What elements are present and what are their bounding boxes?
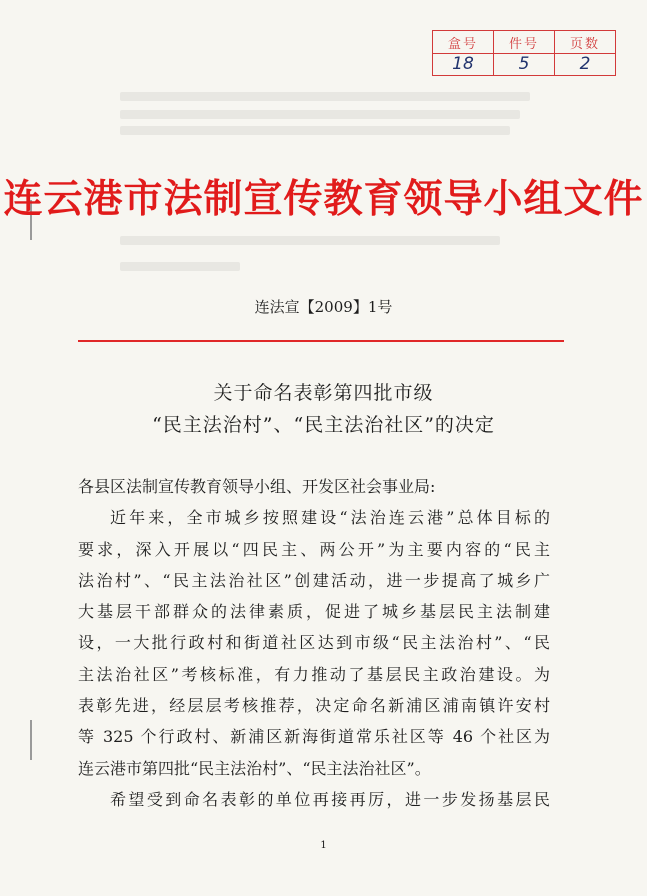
stamp-header-row xyxy=(433,31,615,54)
archive-stamp xyxy=(432,30,616,76)
page-number: 1 xyxy=(320,840,327,851)
bleed-through-line xyxy=(120,126,510,135)
bleed-through-line xyxy=(120,110,520,119)
addressee: 各县区法制宣传教育领导小组、开发区社会事业局: xyxy=(78,477,436,496)
bleed-through-line xyxy=(120,92,530,101)
body-line: 要求，深入开展以“四民主、两公开”为主要内容的“民主 xyxy=(78,539,550,559)
document-title: 连云港市法制宣传教育领导小组文件 xyxy=(3,177,644,222)
body-line: 连云港市第四批“民主法治村”、“民主法治社区”。 xyxy=(78,758,431,778)
bleed-through-line xyxy=(120,236,500,245)
body-line: 希望受到命名表彰的单位再接再厉，进一步发扬基层民 xyxy=(110,789,550,809)
stamp-value-item: 5 xyxy=(494,53,555,75)
stamp-header-item: 件号 xyxy=(494,31,555,53)
document-number: 连法宣【2009】1号 xyxy=(254,298,393,316)
bleed-through-line xyxy=(120,262,240,271)
binding-mark-bottom xyxy=(30,720,32,760)
stamp-value-pages: 2 xyxy=(579,54,591,74)
body-line: 等 325 个行政村、新浦区新海街道常乐社区等 46 个社区为 xyxy=(78,727,550,747)
heading-line-1: 关于命名表彰第四批市级 xyxy=(213,382,434,404)
red-divider xyxy=(78,340,564,342)
body-line: 法治村”、“民主法治社区”创建活动，进一步提高了城乡广 xyxy=(78,570,550,590)
body-line: 表彰先进，经层层考核推荐，决定命名新浦区浦南镇许安村 xyxy=(78,696,550,716)
stamp-header-pages: 页数 xyxy=(569,36,600,52)
stamp-value-box: 18 xyxy=(433,53,494,75)
body-line: 主法治社区”考核标准，有力推动了基层民主政治建设。为 xyxy=(78,664,550,684)
body-line: 近年来，全市城乡按照建设“法治连云港”总体目标的 xyxy=(110,508,550,528)
body-line: 大基层干部群众的法律素质，促进了城乡基层民主法制建 xyxy=(78,602,550,622)
stamp-header-box: 盒号 xyxy=(433,31,494,53)
body-line: 设，一大批行政村和街道社区达到市级“民主法治村”、“民 xyxy=(78,633,550,653)
heading-line-2: “民主法治村”、“民主法治社区”的决定 xyxy=(152,414,495,436)
document-body xyxy=(78,471,550,815)
stamp-value-row xyxy=(433,53,615,75)
